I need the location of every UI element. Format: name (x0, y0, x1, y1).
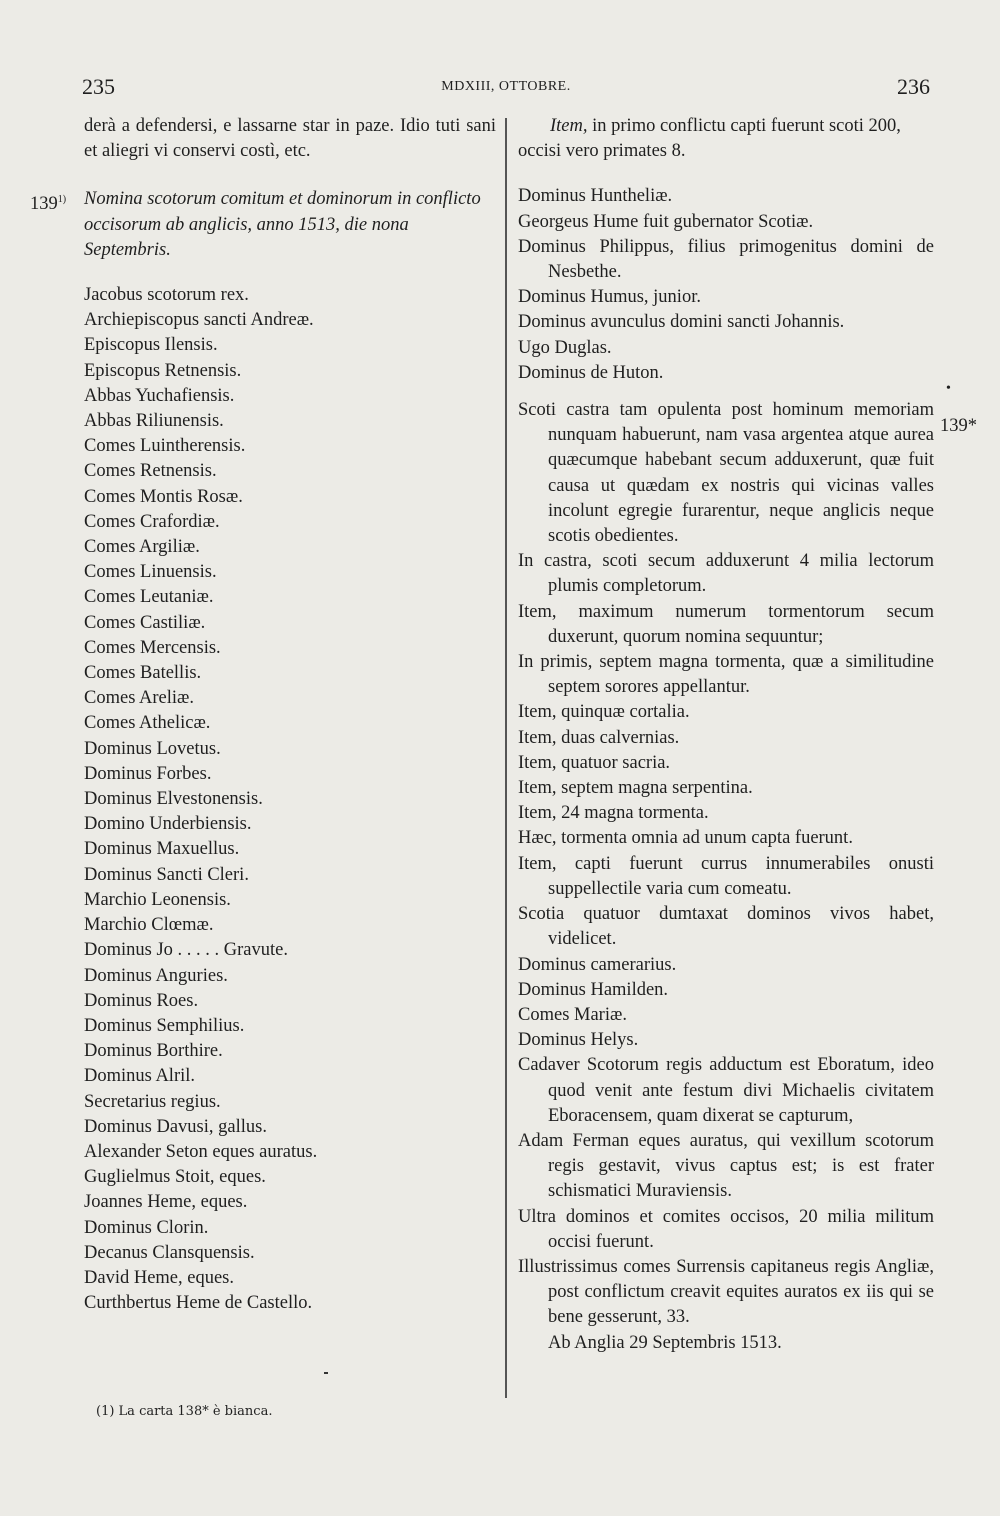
list-entry: Item, duas calvernias. (518, 727, 680, 748)
page-header (82, 74, 930, 104)
names-list (84, 283, 496, 1316)
list-entry: Dominus Alril. (84, 1066, 196, 1087)
list-entry: Dominus Hamilden. (518, 979, 669, 1000)
footnote-marker: 1) (57, 194, 67, 206)
list-entry: Item, septem magna serpentina. (518, 778, 753, 799)
paragraph-lectorum: In castra, scoti secum adduxerunt 4 milia lectorum plumis completorum. (518, 551, 934, 597)
list-entry: Dominus Davusi, gallus. (84, 1116, 267, 1137)
list-entry: Dominus Semphilius. (84, 1015, 245, 1036)
list-entry: Dominus Anguries. (84, 965, 228, 986)
list-entry: Abbas Riliunensis. (84, 411, 224, 432)
list-entry: Comes Areliæ. (84, 688, 194, 709)
list-entry: Marchio Leonensis. (84, 889, 231, 910)
list-entry: Comes Leutaniæ. (84, 587, 214, 608)
list-entry: Episcopus Ilensis. (84, 335, 218, 356)
list-entry: Guglielmus Stoit, eques. (84, 1167, 266, 1188)
list-entry: Dominus camerarius. (518, 954, 677, 975)
list-entry: Dominus Clorin. (84, 1217, 209, 1238)
right-column (518, 114, 934, 1356)
section-heading (30, 187, 496, 263)
list-entry: Joannes Heme, eques. (84, 1192, 248, 1213)
list-entry: Dominus Jo . . . . . Gravute. (84, 940, 288, 961)
list-entry: Comes Mariæ. (518, 1004, 627, 1025)
section-number: 139$^{1)}$ (30, 194, 67, 215)
page-number-left: 235 (82, 74, 115, 99)
paragraph-illustrissimus: Illustrissimus comes Surrensis capitaneus regis Angliæ, post conflictum creavit equites auratos ex iis qui se bene gesserunt, 33. (518, 1256, 934, 1328)
list-entry: Comes Montis Rosæ. (84, 486, 243, 507)
paragraph-castra: Scoti castra tam opulenta post hominum memoriam nunquam habuerunt, nam vasa argentea atque aurea quæcumque habebant secum adduxerunt, quæ fuit causa ut quædam ex nostris qui vicinas valles incolunt egregie furarentur, neque anglicis neque scotis obedientes. (518, 400, 934, 547)
paragraph-scotia: Scotia quatuor dumtaxat dominos vivos habet, videlicet. (518, 904, 934, 950)
list-entry: Item, 24 magna tormenta. (518, 803, 709, 824)
closing-date: Ab Anglia 29 Septembris 1513. (548, 1332, 782, 1353)
paragraph-ultra: Ultra dominos et comites occisos, 20 milia militum occisi fuerunt. (518, 1206, 934, 1252)
list-entry: Item, quatuor sacria. (518, 752, 671, 773)
margin-dot-mark: • (946, 381, 951, 396)
names-list-d (518, 953, 934, 1054)
list-entry: Jacobus scotorum rex. (84, 285, 249, 306)
names-list-b (518, 285, 934, 386)
list-entry: Georgeus Hume fuit gubernator Scotiæ. (518, 211, 814, 232)
list-entry: Episcopus Retnensis. (84, 360, 242, 381)
list-entry: Dominus Sancti Cleri. (84, 864, 249, 885)
column-divider (505, 118, 507, 1398)
list-entry: Dominus avunculus domini sancti Johannis. (518, 312, 845, 333)
page-number-right: 236 (897, 74, 930, 99)
list-entry: Decanus Clansquensis. (84, 1242, 255, 1263)
list-entry: Dominus Roes. (84, 990, 199, 1011)
list-entry: Secretarius regius. (84, 1091, 221, 1112)
list-entry: Abbas Yuchafiensis. (84, 385, 235, 406)
list-entry: Dominus Forbes. (84, 763, 212, 784)
list-entry: Dominus Helys. (518, 1030, 639, 1051)
list-entry: Dominus Elvestonensis. (84, 789, 263, 810)
list-entry: Dominus Lovetus. (84, 738, 221, 759)
list-entry: Archiepiscopus sancti Andreæ. (84, 310, 314, 331)
footnote: (1) La carta 138* è bianca. (96, 1404, 273, 1419)
list-entry: Hæc, tormenta omnia ad unum capta fuerunt. (518, 828, 853, 849)
list-entry: Comes Mercensis. (84, 637, 221, 658)
list-entry: Dominus Borthire. (84, 1041, 223, 1062)
list-entry: Ugo Duglas. (518, 337, 612, 358)
paragraph-adam: Adam Ferman eques auratus, qui vexillum scotorum regis gestavit, vivus captus est; is est frater schismatici Muraviensis. (518, 1130, 934, 1202)
list-entry: Dominus Huntheliæ. (518, 186, 673, 207)
list-entry: Dominus Maxuellus. (84, 839, 240, 860)
list-entry: Comes Luintherensis. (84, 436, 246, 457)
items-list-c (518, 700, 934, 851)
list-entry: Comes Argiliæ. (84, 537, 200, 558)
list-entry: Comes Crafordiæ. (84, 511, 220, 532)
letter-closing-paragraph: derà a defendersi, e lassarne star in paze. Idio tuti sani et aliegri vi conservi costì, etc. (84, 116, 496, 162)
names-list-a (518, 184, 934, 234)
list-entry: Alexander Seton eques auratus. (84, 1141, 318, 1162)
paragraph-primis: In primis, septem magna tormenta, quæ a similitudine septem sorores appellantur. (518, 652, 934, 698)
section-title: Nomina scotorum comitum et dominorum in conflicto occisorum ab anglicis, anno 1513, die nona Septembris. (84, 189, 481, 260)
list-entry: Dominus Humus, junior. (518, 287, 701, 308)
running-title: MDXIII, OTTOBRE. (441, 79, 571, 94)
paragraph-currus: Item, capti fuerunt currus innumerabiles onusti suppellectile varia cum comeatu. (518, 853, 934, 899)
list-entry: Comes Castiliæ. (84, 612, 206, 633)
list-entry: David Heme, eques. (84, 1267, 235, 1288)
first-paragraph: Item, in primo conflictu capti fuerunt scoti 200, occisi vero primates 8. (518, 116, 901, 162)
list-entry: Curthbertus Heme de Castello. (84, 1293, 313, 1314)
paragraph-cadaver: Cadaver Scotorum regis adductum est Eboratum, ideo quod venit ante festum divi Michaelis civitatem Eboracensem, quam dixerat se capturum, (518, 1055, 934, 1126)
entry-philippus: Dominus Philippus, filius primogenitus domini de Nesbethe. (518, 236, 934, 283)
list-entry: Comes Athelicæ. (84, 713, 211, 734)
list-entry: Comes Retnensis. (84, 461, 217, 482)
list-entry: Comes Linuensis. (84, 562, 217, 583)
list-entry: Domino Underbiensis. (84, 814, 252, 835)
list-entry: Marchio Clœmæ. (84, 915, 214, 936)
paragraph-tormentorum: Item, maximum numerum tormentorum secum duxerunt, quorum nomina sequuntur; (518, 601, 934, 647)
list-entry: Comes Batellis. (84, 663, 202, 684)
list-entry: Item, quinquæ cortalia. (518, 702, 690, 723)
list-entry: Dominus de Huton. (518, 362, 664, 383)
end-mark (324, 1372, 328, 1374)
margin-number-right: 139* (940, 416, 977, 436)
left-column (30, 114, 496, 1316)
